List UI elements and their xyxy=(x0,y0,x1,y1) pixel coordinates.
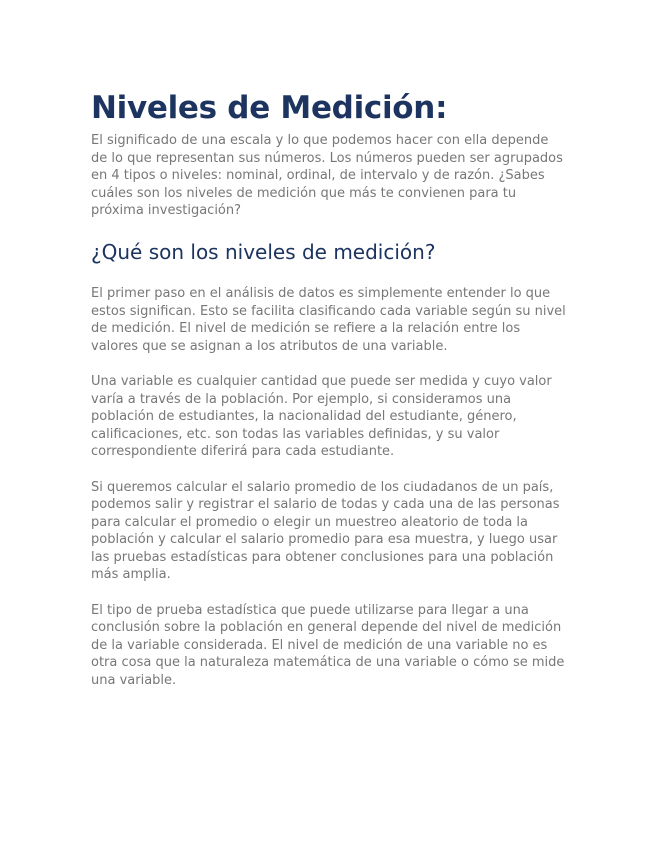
body-paragraph-3: Si queremos calcular el salario promedio de los ciudadanos de un país, podemos salir y registrar el salario de todas y cada una de las personas para calcular el promedio o elegir un muestreo aleatorio de toda la población y calcular el salario promedio para esa muestra, y luego usar las pruebas estadísticas para obtener conclusiones para una población más amplia. xyxy=(91,479,560,583)
section-heading: ¿Qué son los niveles de medición? xyxy=(91,239,436,264)
document-page xyxy=(91,88,567,707)
body-paragraph-2: Una variable es cualquier cantidad que puede ser medida y cuyo valor varía a través de la población. Por ejemplo, si consideramos una población de estudiantes, la nacionalidad del estudiante, género, calificaciones, etc. son todas las variables definidas, y su valor correspondiente diferirá para cada estudiante. xyxy=(91,373,552,460)
body-paragraph-1: El primer paso en el análisis de datos es simplemente entender lo que estos significan. Esto se facilita clasificando cada variable según su nivel de medición. El nivel de medición se refiere a la relación entre los valores que se asignan a los atributos de una variable. xyxy=(91,285,566,354)
intro-paragraph: El significado de una escala y lo que podemos hacer con ella depende de lo que representan sus números. Los números pueden ser agrupados en 4 tipos o niveles: nominal, ordinal, de intervalo y de razón. ¿Sabes cuáles son los niveles de medición que más te convienen para tu próxima investigación? xyxy=(91,133,563,219)
page-title: Niveles de Medición: xyxy=(91,90,448,126)
body-paragraph-4: El tipo de prueba estadística que puede utilizarse para llegar a una conclusión sobre la población en general depende del nivel de medición de la variable considerada. El nivel de medición de una variable no es otra cosa que la naturaleza matemática de una variable o cómo se mide una variable. xyxy=(91,602,565,689)
